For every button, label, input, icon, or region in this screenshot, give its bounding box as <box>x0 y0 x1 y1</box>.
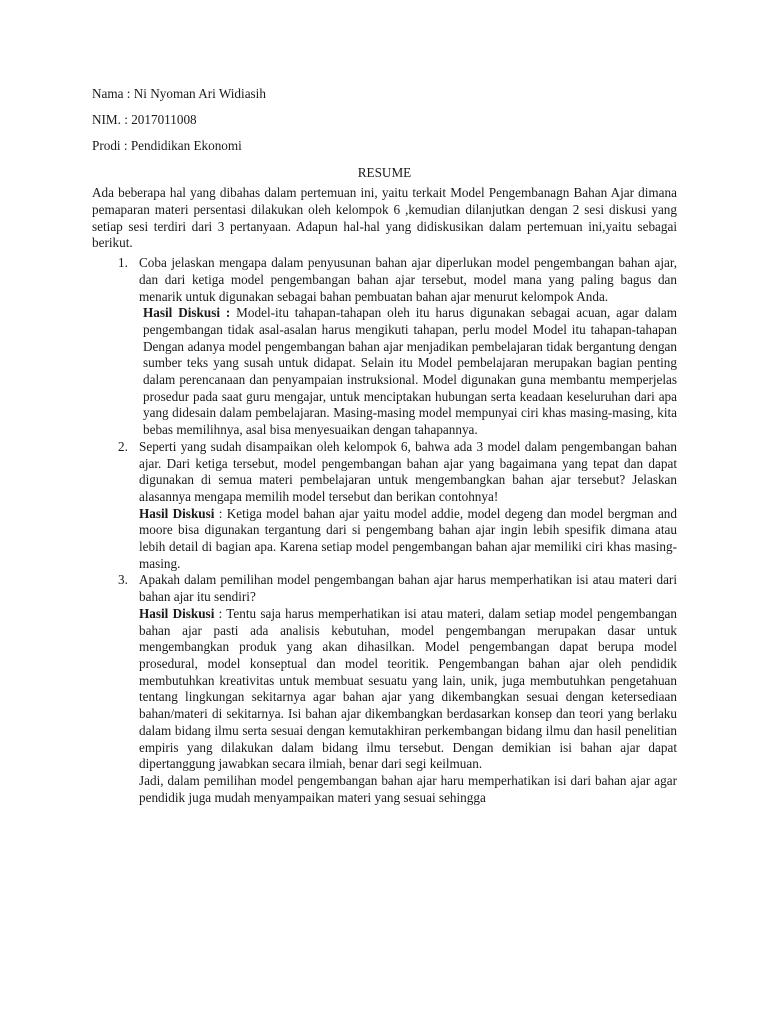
question-number: 2. <box>118 438 128 454</box>
discussion-result-label: Hasil Diskusi <box>139 605 215 621</box>
discussion-result-label: Hasil Diskusi : <box>143 305 231 321</box>
question-number: 1. <box>118 255 128 271</box>
question-item <box>92 439 677 573</box>
student-nim: NIM. : 2017011008 <box>92 112 197 128</box>
intro-paragraph: Ada beberapa hal yang dibahas dalam pertemuan ini, yaitu terkait Model Pengembanagn Bahan Ajar dimana pemaparan materi persentasi dilakukan oleh kelompok 6 ,kemudian dilanjutkan dengan 2 sesi diskusi yang setiap sesi terdiri dari 3 pertanyaan. Adapun hal-hal yang didiskusikan dalam pertemuan ini,yaitu sebagai berikut. <box>92 185 677 251</box>
conclusion-paragraph: Jadi, dalam pemilihan model pengembangan bahan ajar haru memperhatikan isi dari bahan ajar agar pendidik juga mudah menyampaikan materi yang sesuai sehingga <box>139 772 677 805</box>
question-list <box>92 255 677 806</box>
discussion-result-text: : Ketiga model bahan ajar yaitu model addie, model degeng dan model bergman and moore bisa digunakan tergantung dari si pengembang bahan ajar ingin lebih spesifik dimana atau lebih detail di bagian apa. Karena setiap model pengembangan bahan ajar memiliki ciri khas masing-masing. <box>139 505 677 571</box>
discussion-result <box>139 606 677 773</box>
document-page <box>92 86 677 806</box>
discussion-result-text: : Tentu saja harus memperhatikan isi atau materi, dalam setiap model pengembangan bahan ajar pasti ada analisis kebutuhan, model pengembangan merupakan dasar untuk mengembangkan produk yang akan dihasilkan. Model pengembangan dapat berupa model prosedural, model konseptual dan model teoritik. Pengembangan bahan ajar oleh pendidik membutuhkan kreativitas untuk membuat sesuatu yang lain, unik, juga membutuhkan pengetahuan tentang lingkungan sekitarnya agar bahan ajar yang dikembangkan sesuai dengan ketersediaan bahan/materi di sekitarnya. Isi bahan ajar dikembangkan berdasarkan konsep dan teori yang berlaku dalam bidang ilmu serta sesuai dengan kemutakhiran perkembangan bidang ilmu dan hasil penelitian empiris yang dilakukan dalam bidang ilmu tersebut. Dengan demikian isi bahan ajar dapat dipertanggung jawabkan secara ilmiah, benar dari segi keilmuan. <box>139 605 677 772</box>
question-number: 3. <box>118 572 128 588</box>
study-program: Prodi : Pendidikan Ekonomi <box>92 138 242 154</box>
discussion-result-label: Hasil Diskusi <box>139 505 215 521</box>
discussion-result <box>139 506 677 573</box>
discussion-result <box>139 305 677 439</box>
question-text: Seperti yang sudah disampaikan oleh kelompok 6, bahwa ada 3 model dalam pengembangan bahan ajar. Dari ketiga tersebut, model pengembangan bahan ajar yang bagaimana yang tepat dan dapat digunakan di semua materi pembelajaran untuk mengembangkan bahan ajar tersebut? Jelaskan alasannya mengapa memilih model tersebut dan berikan contohnya! <box>139 438 677 504</box>
student-name: Nama : Ni Nyoman Ari Widiasih <box>92 86 266 101</box>
document-title: RESUME <box>357 164 412 180</box>
question-item <box>92 572 677 806</box>
question-text: Apakah dalam pemilihan model pengembangan bahan ajar harus memperhatikan isi atau materi dari bahan ajar itu sendiri? <box>139 572 677 605</box>
question-text: Coba jelaskan mengapa dalam penyusunan bahan ajar diperlukan model pengembangan bahan ajar, dan dari ketiga model pengembangan bahan ajar tersebut, model mana yang paling bagus dan menarik untuk digunakan sebagai bahan pembuatan bahan ajar menurut kelompok Anda. <box>139 255 677 304</box>
discussion-result-text: Model-itu tahapan-tahapan oleh itu harus digunakan sebagai acuan, agar dalam pengembangan tidak asal-asalan harus mengikuti tahapan, perlu model Model itu tahapan-tahapan Dengan adanya model pengembangan bahan ajar menjadikan pembelajaran tidak bergantung dengan sumber teks yang susah untuk didapat. Selain itu Model pembelajaran merupakan bagian penting dalam perencanaan dan penyampaian instruksional. Model digunakan guna membantu memperjelas prosedur pada saat guru mengajar, untuk menciptakan hubungan serta keadaan keseluruhan dari apa yang didesain dalam pembelajaran. Masing-masing model mempunyai ciri khas masing-masing, kita bebas memilihnya, asal bisa menyesuaikan dengan tahapannya. <box>143 305 677 438</box>
question-item <box>92 255 677 439</box>
